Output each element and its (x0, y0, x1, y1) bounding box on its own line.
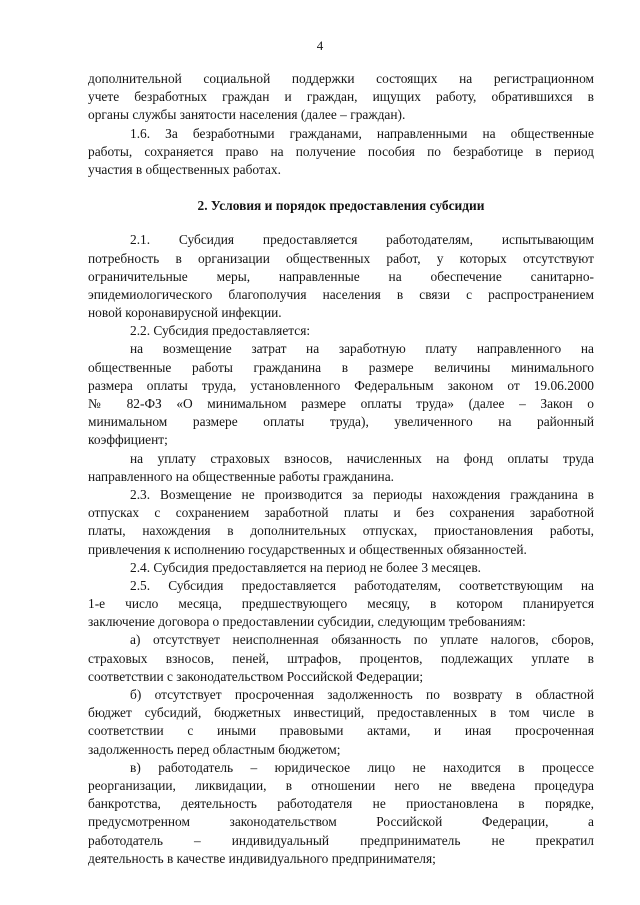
text-line: соответствии с законодательством Российской Федерации; (88, 668, 424, 684)
text-line: 2.3. Возмещение не производится за периоды нахождения гражданина в (130, 486, 594, 502)
text-line: 2.1. Субсидия предоставляется работодателям, испытывающим (130, 232, 594, 248)
text-line: деятельность в качестве индивидуального предпринимателя; (88, 850, 436, 866)
text-line: минимальном размере оплаты труда), увеличенного на районный (88, 414, 594, 430)
text-line: № 82-ФЗ «О минимальном размере оплаты труда» (далее – Закон о (88, 396, 594, 411)
text-line: работы, сохраняется право на получение пособия по безработице в период (88, 143, 594, 159)
text-line: 2.4. Субсидия предоставляется на период не более 3 месяцев. (130, 559, 482, 575)
text-line: реорганизации, ликвидации, в отношении него не введена процедура (88, 777, 594, 793)
text-line: органы службы занятости населения (далее – граждан). (88, 107, 406, 123)
section-heading: 2. Условия и порядок предоставления субсидии (197, 198, 485, 214)
text-line: потребность в организации общественных работ, у которых отсутствуют (88, 250, 594, 266)
text-line: новой коронавирусной инфекции. (88, 305, 282, 321)
text-line: дополнительной социальной поддержки состоящих на регистрационном (88, 71, 594, 86)
text-line: заключение договора о предоставлении субсидии, следующим требованиям: (88, 614, 526, 630)
text-line: работодатель – индивидуальный предприниматель не прекратил (88, 832, 594, 848)
text-line: участия в общественных работах. (88, 161, 281, 177)
text-line: в) работодатель – юридическое лицо не находится в процессе (130, 759, 594, 775)
text-line: эпидемиологического благополучия населения в связи с распространением (88, 286, 594, 302)
text-line: предусмотренном законодательством Российской Федерации, а (88, 814, 594, 830)
text-line: задолженность перед областным бюджетом; (88, 741, 341, 757)
text-line: бюджет субсидий, бюджетных инвестиций, предоставленных в том числе в (88, 705, 594, 721)
text-line: соответствии с иными правовыми актами, и иная просроченная (88, 723, 594, 739)
text-line: общественные работы гражданина в размере величины минимального (88, 359, 594, 375)
text-line: банкротства, деятельность работодателя не приостановлена в порядке, (88, 796, 594, 812)
document-body (88, 70, 594, 868)
text-line: 1-е число месяца, предшествующего месяцу, в котором планируется (88, 596, 594, 612)
text-line: коэффициент; (88, 432, 168, 448)
text-line: на возмещение затрат на заработную плату направленного на (130, 341, 594, 357)
text-line: на уплату страховых взносов, начисленных на фонд оплаты труда (130, 450, 594, 466)
text-line: платы, нахождения в дополнительных отпусках, приостановления работы, (88, 523, 594, 539)
text-line: 1.6. За безработными гражданами, направленными на общественные (130, 125, 594, 141)
text-line: а) отсутствует неисполненная обязанность по уплате налогов, сборов, (130, 632, 594, 648)
text-line: размера оплаты труда, установленного Федеральным законом от 19.06.2000 (88, 377, 594, 393)
text-line: страховых взносов, пеней, штрафов, процентов, подлежащих уплате в (88, 650, 594, 666)
text-line: учете безработных граждан и граждан, ищущих работу, обратившихся в (88, 89, 594, 105)
text-line: б) отсутствует просроченная задолженность по возврату в областной (130, 687, 594, 702)
text-line: привлечения к исполнению государственных и общественных обязанностей. (88, 541, 527, 557)
text-line: 2.5. Субсидия предоставляется работодателям, соответствующим на (130, 577, 594, 593)
text-line: 2.2. Субсидия предоставляется: (130, 323, 311, 339)
text-line: ограничительные меры, направленные на обеспечение санитарно- (88, 268, 594, 284)
text-line: направленного на общественные работы гражданина. (88, 468, 394, 484)
page-number: 4 (316, 38, 324, 53)
text-line: отпусках с сохранением заработной платы и без сохранения заработной (88, 505, 594, 521)
